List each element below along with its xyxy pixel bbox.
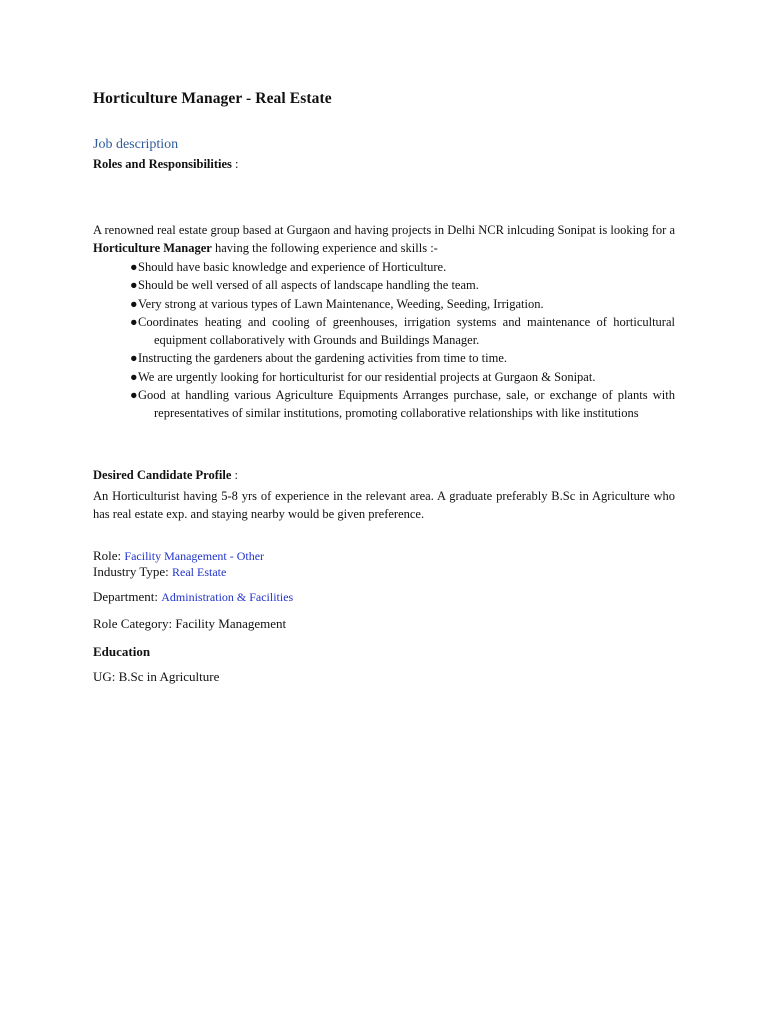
department-label: Department: xyxy=(93,589,162,604)
responsibilities-list xyxy=(130,258,675,423)
roles-heading-label: Roles and Responsibilities xyxy=(93,157,232,171)
bullet-icon: ● xyxy=(130,296,138,311)
desired-profile-label: Desired Candidate Profile xyxy=(93,468,232,482)
bullet-icon: ● xyxy=(130,388,138,403)
industry-link[interactable]: Real Estate xyxy=(172,565,227,579)
department-link[interactable]: Administration & Facilities xyxy=(161,590,294,604)
desired-profile-text: An Horticulturist having 5-8 yrs of experience in the relevant area. A graduate preferably B.Sc in Agriculture who has real estate exp. and staying nearby would be given preference. xyxy=(93,489,675,521)
list-item xyxy=(130,386,675,423)
bullet-icon: ● xyxy=(130,351,138,366)
list-item-text: Coordinates heating and cooling of greenhouses, irrigation systems and maintenance of horticultural equipment collaboratively with Grounds and Buildings Manager. xyxy=(138,314,675,348)
role-category: Role Category: Facility Management xyxy=(93,616,287,631)
list-item xyxy=(130,295,675,313)
list-item-text: Instructing the gardeners about the gardening activities from time to time. xyxy=(138,351,507,366)
roles-heading xyxy=(93,157,239,172)
department-line xyxy=(93,589,293,605)
role-line xyxy=(93,548,264,564)
role-link[interactable]: Facility Management - Other xyxy=(124,549,265,563)
list-item-text: Good at handling various Agriculture Equipments Arranges purchase, sale, or exchange of plants with representatives of similar institutions, promoting collaborative relationships with like institutions xyxy=(138,388,675,421)
industry-line xyxy=(93,564,226,580)
intro-text-start: A renowned real estate group based at Gurgaon and having projects in Delhi NCR inlcuding Sonipat is looking for a xyxy=(93,223,675,237)
list-item-text: We are urgently looking for horticulturist for our residential projects at Gurgaon & Sonipat. xyxy=(138,369,596,384)
bullet-icon: ● xyxy=(130,314,138,329)
bullet-icon: ● xyxy=(130,260,138,274)
roles-heading-suffix: : xyxy=(231,157,239,171)
bullet-icon: ● xyxy=(130,278,138,293)
education-ug: UG: B.Sc in Agriculture xyxy=(93,669,220,684)
list-item xyxy=(130,313,675,350)
list-item-text: Very strong at various types of Lawn Maintenance, Weeding, Seeding, Irrigation. xyxy=(138,296,544,311)
industry-label: Industry Type: xyxy=(93,564,173,579)
job-description-heading: Job description xyxy=(93,137,179,152)
role-label: Role: xyxy=(93,548,125,563)
list-item-text: Should have basic knowledge and experience of Horticulture. xyxy=(138,260,447,274)
list-item xyxy=(130,349,675,367)
list-item xyxy=(130,276,675,294)
intro-bold-role: Horticulture Manager xyxy=(93,241,212,255)
intro-text-end: having the following experience and skills :- xyxy=(211,241,438,255)
list-item-text: Should be well versed of all aspects of landscape handling the team. xyxy=(138,278,479,293)
education-heading: Education xyxy=(93,644,151,659)
intro-paragraph xyxy=(93,221,675,257)
list-item xyxy=(130,258,675,276)
job-title: Horticulture Manager - Real Estate xyxy=(93,90,332,107)
desired-profile-suffix: : xyxy=(231,468,239,482)
desired-profile-heading xyxy=(93,468,238,483)
bullet-icon: ● xyxy=(130,369,138,384)
list-item xyxy=(130,368,675,386)
